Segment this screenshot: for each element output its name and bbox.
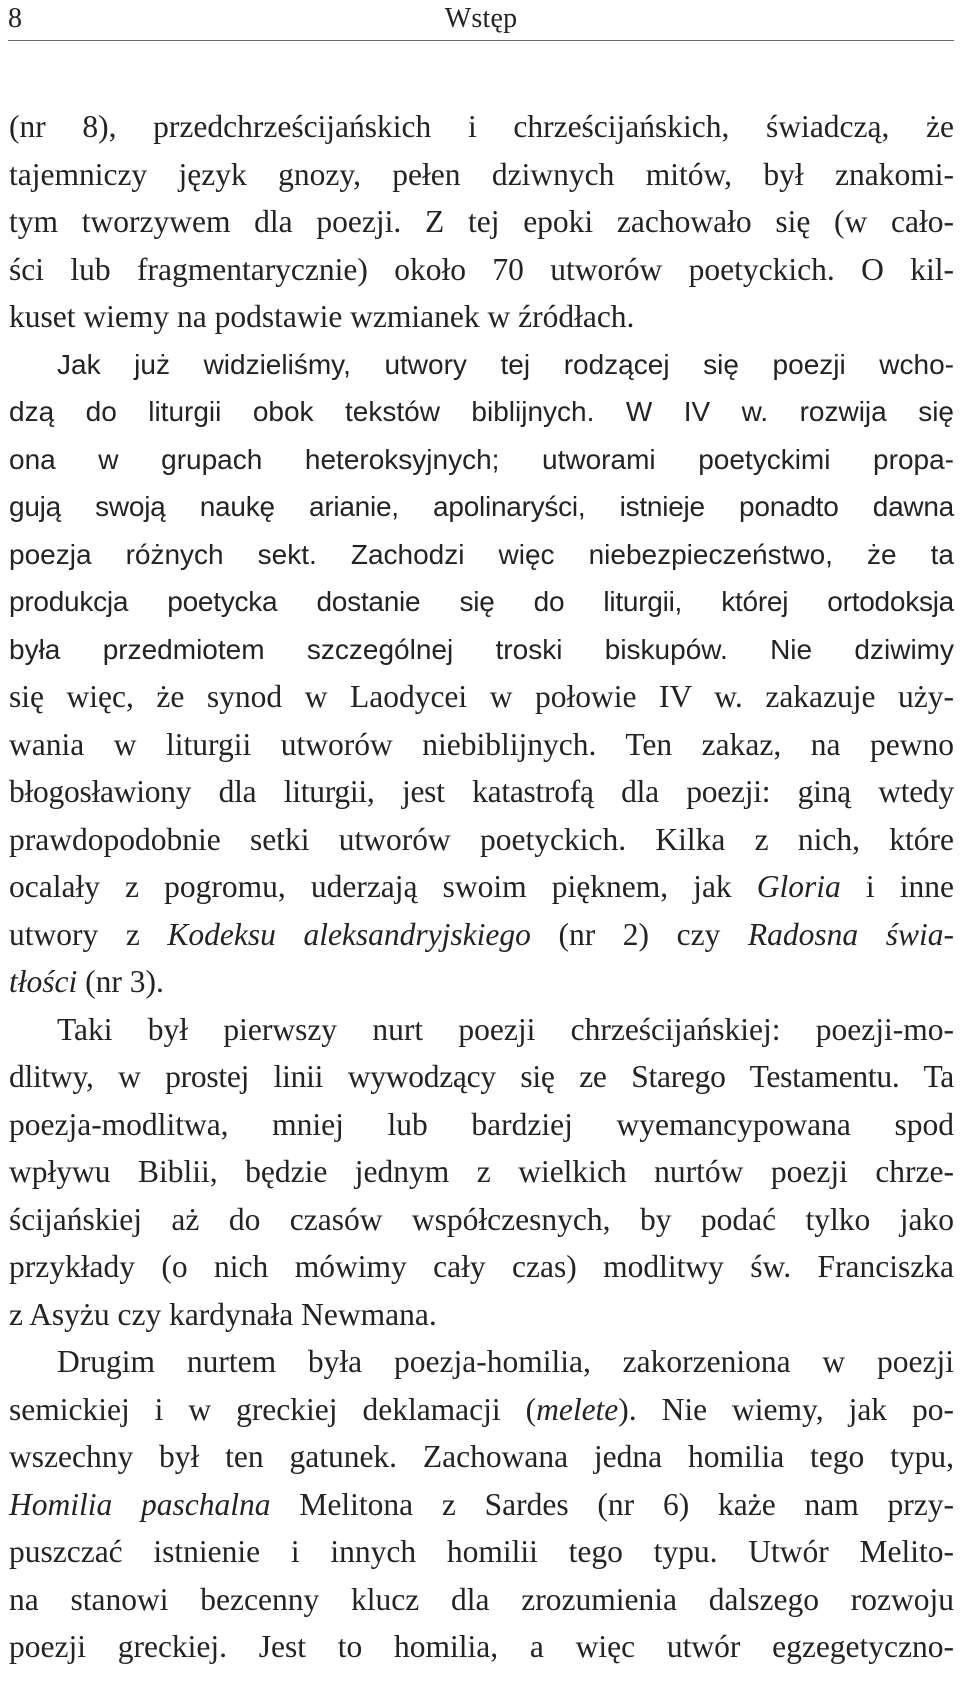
text-line: [9, 911, 954, 959]
text-line: była przedmiotem szczególnej troski biskupów. Nie dziwimy: [9, 633, 954, 665]
body-text: [9, 103, 954, 1671]
text-line: poezji greckiej. Jest to homilia, a więc utwór egzegetyczno-: [9, 1629, 954, 1664]
text-run: utwory z: [9, 916, 168, 952]
text-line: dzą do liturgii obok tekstów biblijnych. W IV w. rozwija się: [9, 396, 954, 427]
page-header: [8, 0, 954, 41]
text-line: tym tworzywem dla poezji. Z tej epoki zachowało się (w cało-: [9, 204, 954, 239]
paragraph: [9, 103, 954, 341]
text-line: Taki był pierwszy nurt poezji chrześcijańskiej: poezji-mo-: [57, 1011, 954, 1047]
text-line: wpływu Biblii, będzie jednym z wielkich nurtów poezji chrze-: [9, 1154, 954, 1189]
text-run: Melitona z Sardes (nr 6) każe nam przy-: [270, 1486, 954, 1522]
text-line: wania w liturgii utworów niebiblijnych. Ten zakaz, na pewno: [9, 726, 954, 762]
text-line: ścijańskiej aż do czasów współczesnych, by podać tylko jako: [9, 1201, 954, 1237]
text-line: [9, 1386, 954, 1434]
text-line: z Asyżu czy kardynała Newmana.: [9, 1296, 437, 1332]
paragraph: [9, 1006, 954, 1339]
text-run: semickiej i w greckiej deklamacji (: [9, 1391, 537, 1427]
text-line: się więc, że synod w Laodycei w połowie IV w. zakazuje uży-: [9, 679, 954, 714]
italic-term: melete: [536, 1391, 619, 1427]
text-line: poezja-modlitwa, mniej lub bardziej wyemancypowana spod: [9, 1106, 954, 1142]
text-line: produkcja poetycka dostanie się do liturgii, której ortodoksja: [9, 586, 954, 617]
text-line: prawdopodobnie setki utworów poetyckich. Kilka z nich, które: [9, 821, 954, 857]
text-run: i inne: [840, 869, 954, 904]
text-line: tajemniczy język gnozy, pełen dziwnych mitów, był znakomi-: [9, 156, 954, 192]
text-line: gują swoją naukę arianie, apolinaryści, istnieje ponadto dawna: [9, 491, 954, 522]
text-line: przykłady (o nich mówimy cały czas) modlitwy św. Franciszka: [9, 1249, 954, 1284]
italic-title: Radosna świa-: [747, 916, 954, 952]
italic-title: Kodeksu aleksandryjskiego: [167, 916, 531, 952]
text-run: ). Nie wiemy, jak po-: [618, 1391, 954, 1427]
page-number: 8: [8, 3, 22, 34]
text-line: ści lub fragmentarycznie) około 70 utworów poetyckich. O kil-: [9, 251, 954, 287]
text-line: Jak już widzieliśmy, utwory tej rodzącej się poezji wcho-: [57, 348, 954, 380]
text-line: [9, 958, 954, 1006]
text-run: ocalały z pogromu, uderzają swoim pięknem, jak: [9, 869, 757, 904]
running-head: Wstęp: [444, 3, 518, 34]
text-line: ona w grupach heteroksyjnych; utworami poetyckimi propa-: [9, 443, 954, 475]
text-line: puszczać istnienie i innych homilii tego typu. Utwór Melito-: [9, 1534, 954, 1569]
text-line: dlitwy, w prostej linii wywodzący się ze Starego Testamentu. Ta: [9, 1059, 954, 1094]
italic-title: tłości: [9, 964, 78, 999]
text-line: błogosławiony dla liturgii, jest katastrofą dla poezji: giną wtedy: [9, 774, 954, 809]
paragraph: [9, 1338, 954, 1671]
text-line: kuset wiemy na podstawie wzmianek w źródłach.: [9, 299, 635, 334]
italic-title: Homilia paschalna: [9, 1486, 271, 1522]
paragraph: [9, 341, 954, 1006]
text-run: (nr 3).: [77, 964, 164, 999]
text-line: poezja różnych sekt. Zachodzi więc niebezpieczeństwo, że ta: [9, 538, 954, 570]
text-line: (nr 8), przedchrześcijańskich i chrześcijańskich, świadczą, że: [9, 109, 954, 144]
text-run: (nr 2) czy: [530, 916, 748, 952]
text-line: [9, 1481, 954, 1529]
text-line: wszechny był ten gatunek. Zachowana jedna homilia tego typu,: [9, 1439, 954, 1474]
text-line: na stanowi bezcenny klucz dla zrozumienia dalszego rozwoju: [9, 1581, 954, 1617]
text-line: Drugim nurtem była poezja-homilia, zakorzeniona w poezji: [57, 1344, 954, 1379]
text-line: [9, 863, 954, 911]
italic-title: Gloria: [756, 869, 841, 904]
